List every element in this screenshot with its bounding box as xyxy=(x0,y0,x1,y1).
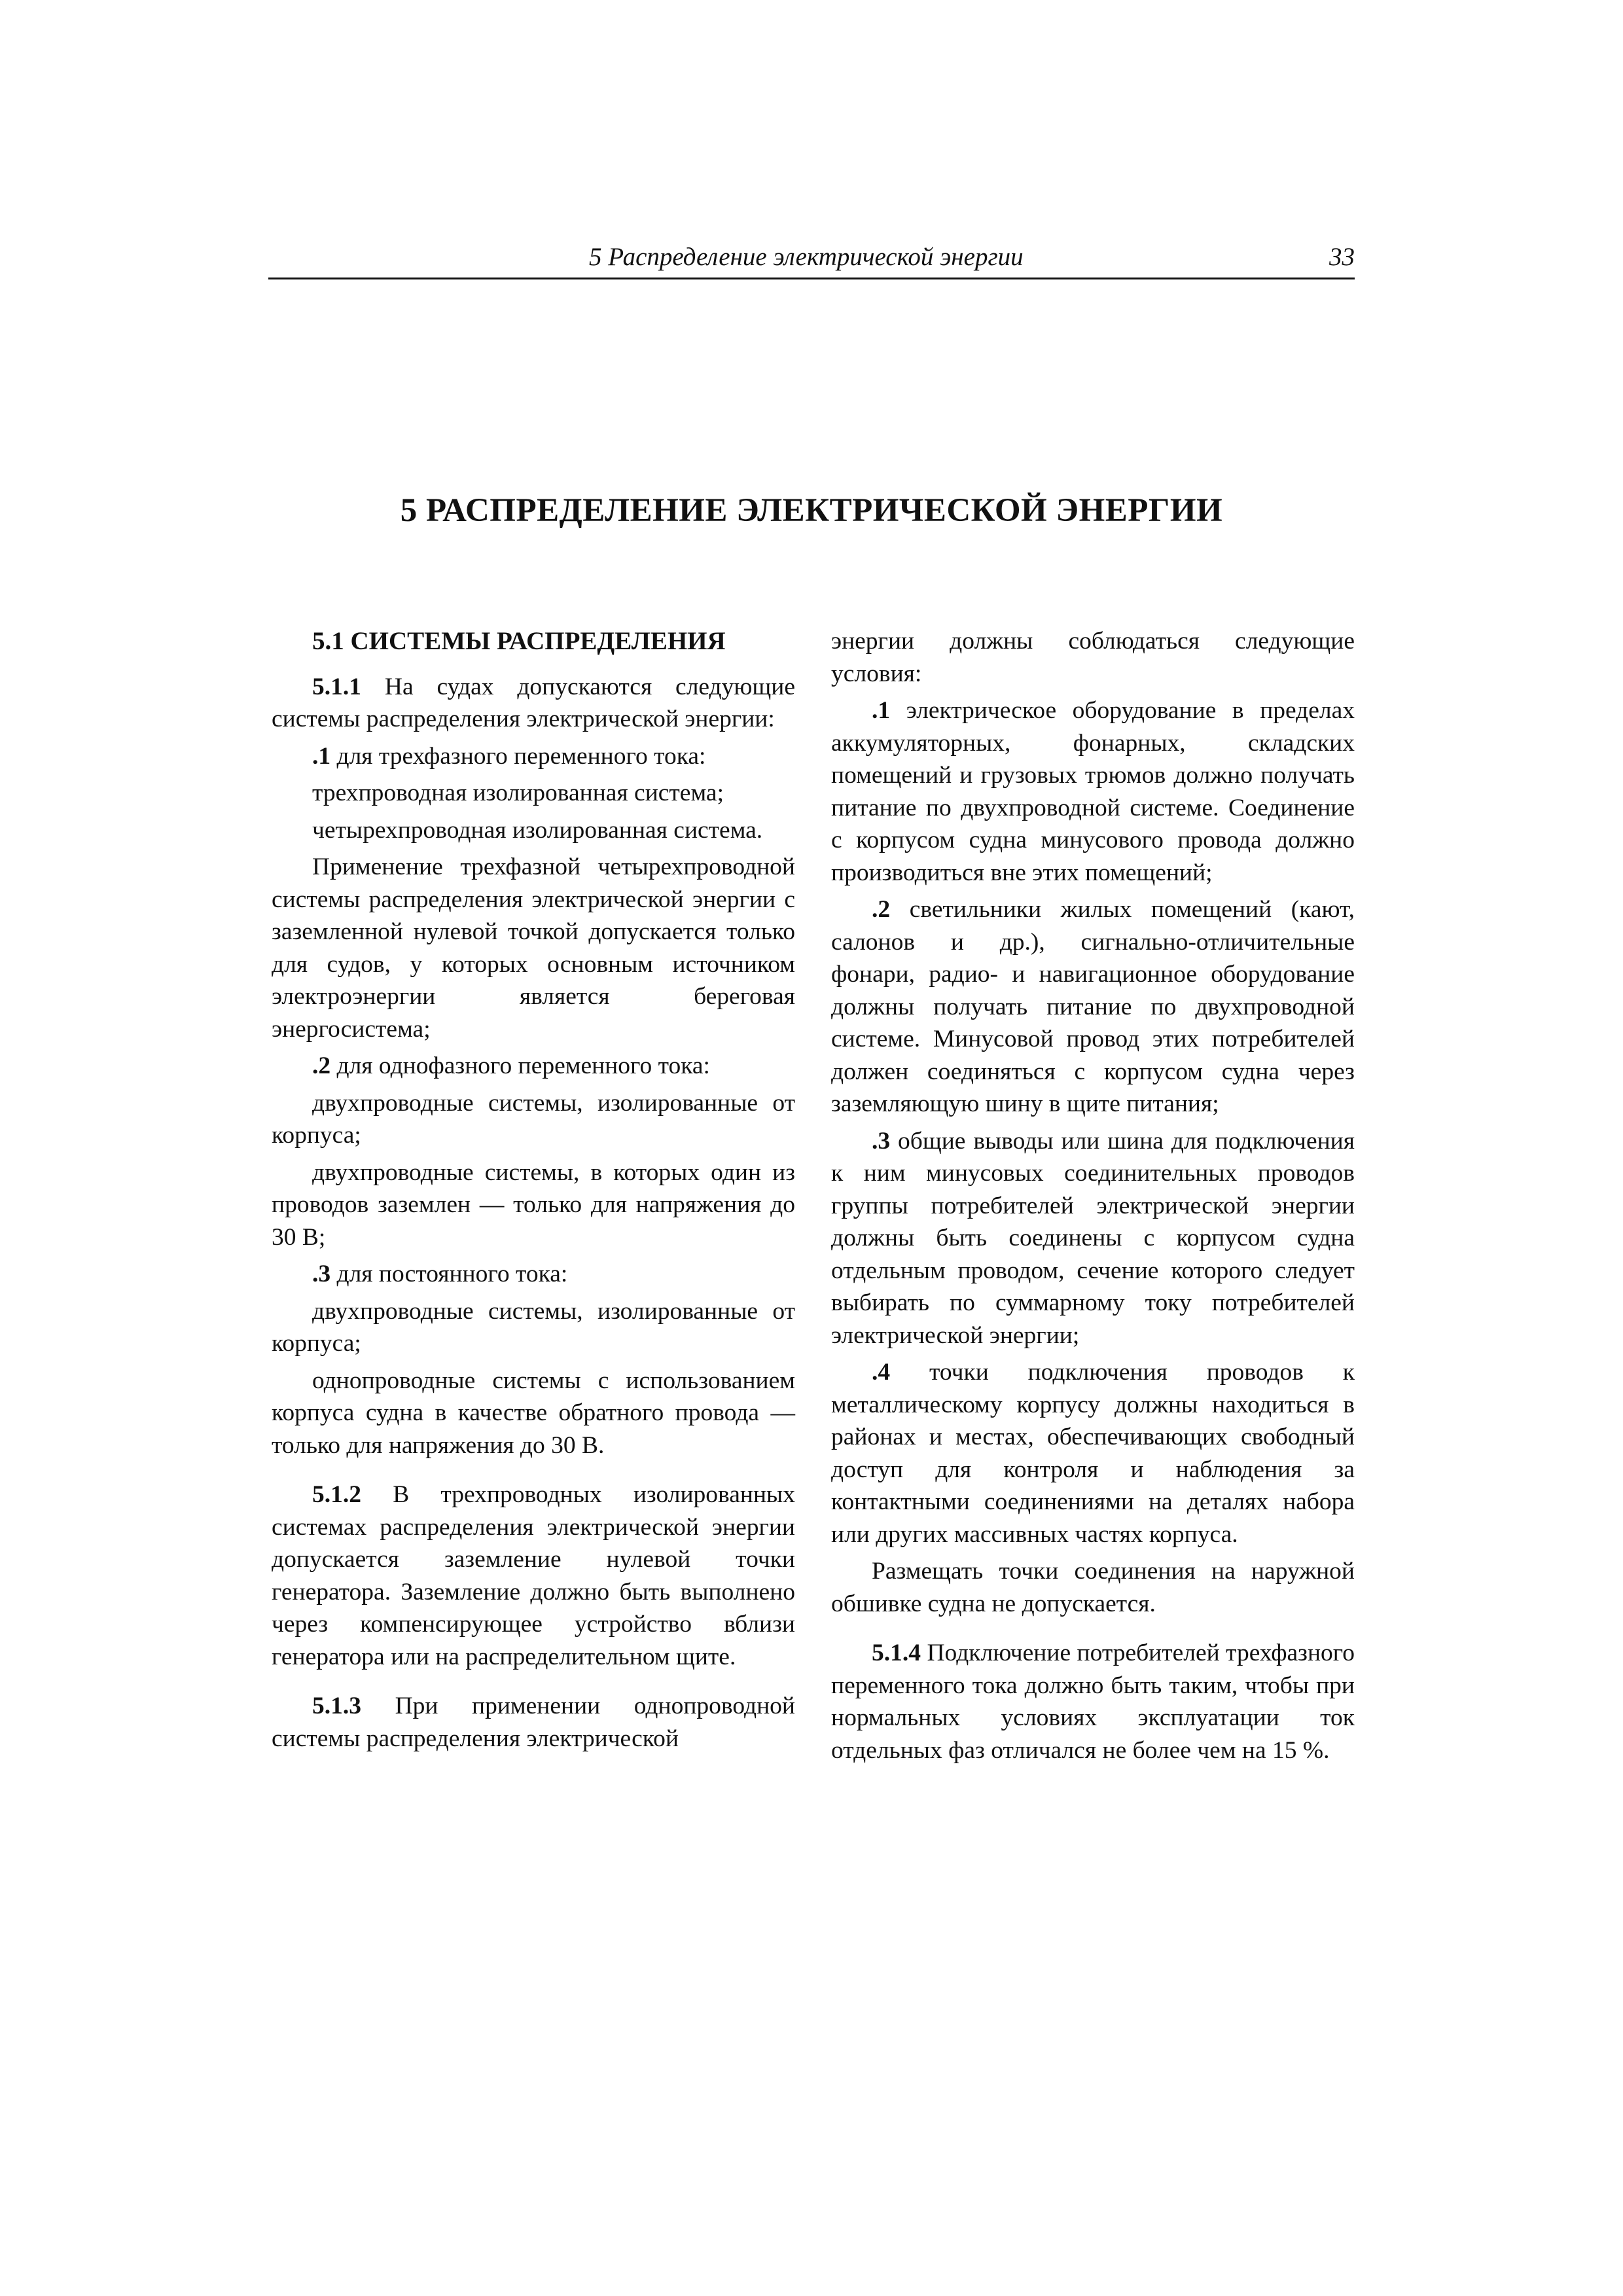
clause-text: При применении однопроводной системы распределения электрической xyxy=(272,1693,795,1752)
item-three-phase-b: четырехпроводная изолированная система. xyxy=(312,816,763,844)
item-text: общие выводы или шина для подключения к ним минусовых соединительных проводов группы потребителей электрической энергии должны быть соединены с корпусом судна отдельным проводом, сечение которого следует выбирать по суммарному току потребителей электрической энергии; xyxy=(831,1127,1355,1349)
item-number: .3 xyxy=(872,1127,891,1155)
condition-2 xyxy=(831,893,1355,1121)
clause-number: 5.1.1 xyxy=(312,673,361,700)
clause-number: 5.1.2 xyxy=(312,1481,361,1508)
left-column xyxy=(272,625,795,1759)
right-column xyxy=(831,625,1355,1771)
item-number: .1 xyxy=(312,742,331,770)
paragraph-5-1-1 xyxy=(272,671,795,736)
item-single-phase-a: двухпроводные системы, изолированные от корпуса; xyxy=(272,1089,795,1149)
item-direct-current-b: однопроводные системы с использованием корпуса судна в качестве обратного провода — только для напряжения до 30 В. xyxy=(272,1367,795,1459)
item-number: .3 xyxy=(312,1261,331,1287)
item-direct-current xyxy=(272,1258,795,1291)
running-header xyxy=(268,237,1355,279)
item-number: .2 xyxy=(872,896,891,923)
item-direct-current-a: двухпроводные системы, изолированные от корпуса; xyxy=(272,1297,795,1357)
outer-plating-note: Размещать точки соединения на наружной обшивке судна не допускается. xyxy=(831,1558,1355,1617)
item-three-phase xyxy=(272,740,795,773)
item-text: точки подключения проводов к металлическому корпусу должны находиться в районах и местах, обеспечивающих свободный доступ для контроля и наблюдения за контактными соединениями на деталях набора или других массивных частях корпуса. xyxy=(831,1359,1355,1548)
chapter-title: 5 РАСПРЕДЕЛЕНИЕ ЭЛЕКТРИЧЕСКОЙ ЭНЕРГИИ xyxy=(400,492,1223,529)
running-header-title: 5 Распределение электрической энергии xyxy=(589,243,1024,271)
clause-number: 5.1.3 xyxy=(312,1693,361,1719)
item-text: светильники жилых помещений (кают, салонов и др.), сигнально-отличительные фонари, радио- и навигационное оборудование должны получать питание по двухпроводной системе. Минусовой провод этих потребителей должен соединяться с корпусом судна через заземляющую шину в щите питания; xyxy=(831,896,1355,1117)
item-number: .2 xyxy=(312,1052,331,1079)
item-three-phase-note: Применение трехфазной четырехпроводной системы распределения электрической энергии с заземленной нулевой точкой допускается только для судов, у которых основным источником электроэнергии является береговая энергосистема; xyxy=(272,853,795,1043)
paragraph-5-1-2 xyxy=(272,1479,795,1673)
item-three-phase-a: трехпроводная изолированная система; xyxy=(312,780,724,806)
item-number: .4 xyxy=(872,1359,891,1386)
clause-text: Подключение потребителей трехфазного переменного тока должно быть таким, чтобы при нормальных условиях эксплуатации ток отдельных фаз отличался не более чем на 15 %. xyxy=(831,1640,1355,1764)
item-single-phase-b: двухпроводные системы, в которых один из проводов заземлен — только для напряжения до 30 В; xyxy=(272,1158,795,1251)
condition-4 xyxy=(831,1356,1355,1551)
clause-text: На судах допускаются следующие системы распределения электрической энергии: xyxy=(272,673,795,732)
paragraph-5-1-4 xyxy=(831,1637,1355,1767)
item-text: для постоянного тока: xyxy=(330,1261,568,1287)
paragraph-5-1-3-continued: энергии должны соблюдаться следующие условия: xyxy=(831,628,1355,687)
condition-1 xyxy=(831,694,1355,889)
item-text: для трехфазного переменного тока: xyxy=(330,742,706,770)
page-number: 33 xyxy=(1329,243,1355,271)
condition-3 xyxy=(831,1125,1355,1352)
item-single-phase xyxy=(272,1050,795,1083)
clause-number: 5.1.4 xyxy=(872,1640,921,1666)
item-number: .1 xyxy=(872,697,891,724)
section-title: 5.1 СИСТЕМЫ РАСПРЕДЕЛЕНИЯ xyxy=(312,627,726,655)
item-text: для однофазного переменного тока: xyxy=(330,1052,710,1079)
clause-text: В трехпроводных изолированных системах распределения электрической энергии допускается заземление нулевой точки генератора. Заземление должно быть выполнено через компенсирующее устройство вблизи генератора или на распределительном щите. xyxy=(272,1481,795,1670)
paragraph-5-1-3 xyxy=(272,1690,795,1755)
item-text: электрическое оборудование в пределах аккумуляторных, фонарных, складских помещений и грузовых трюмов должно получать питание по двухпроводной системе. Соединение с корпусом судна минусового провода должно производиться вне этих помещений; xyxy=(831,697,1355,886)
